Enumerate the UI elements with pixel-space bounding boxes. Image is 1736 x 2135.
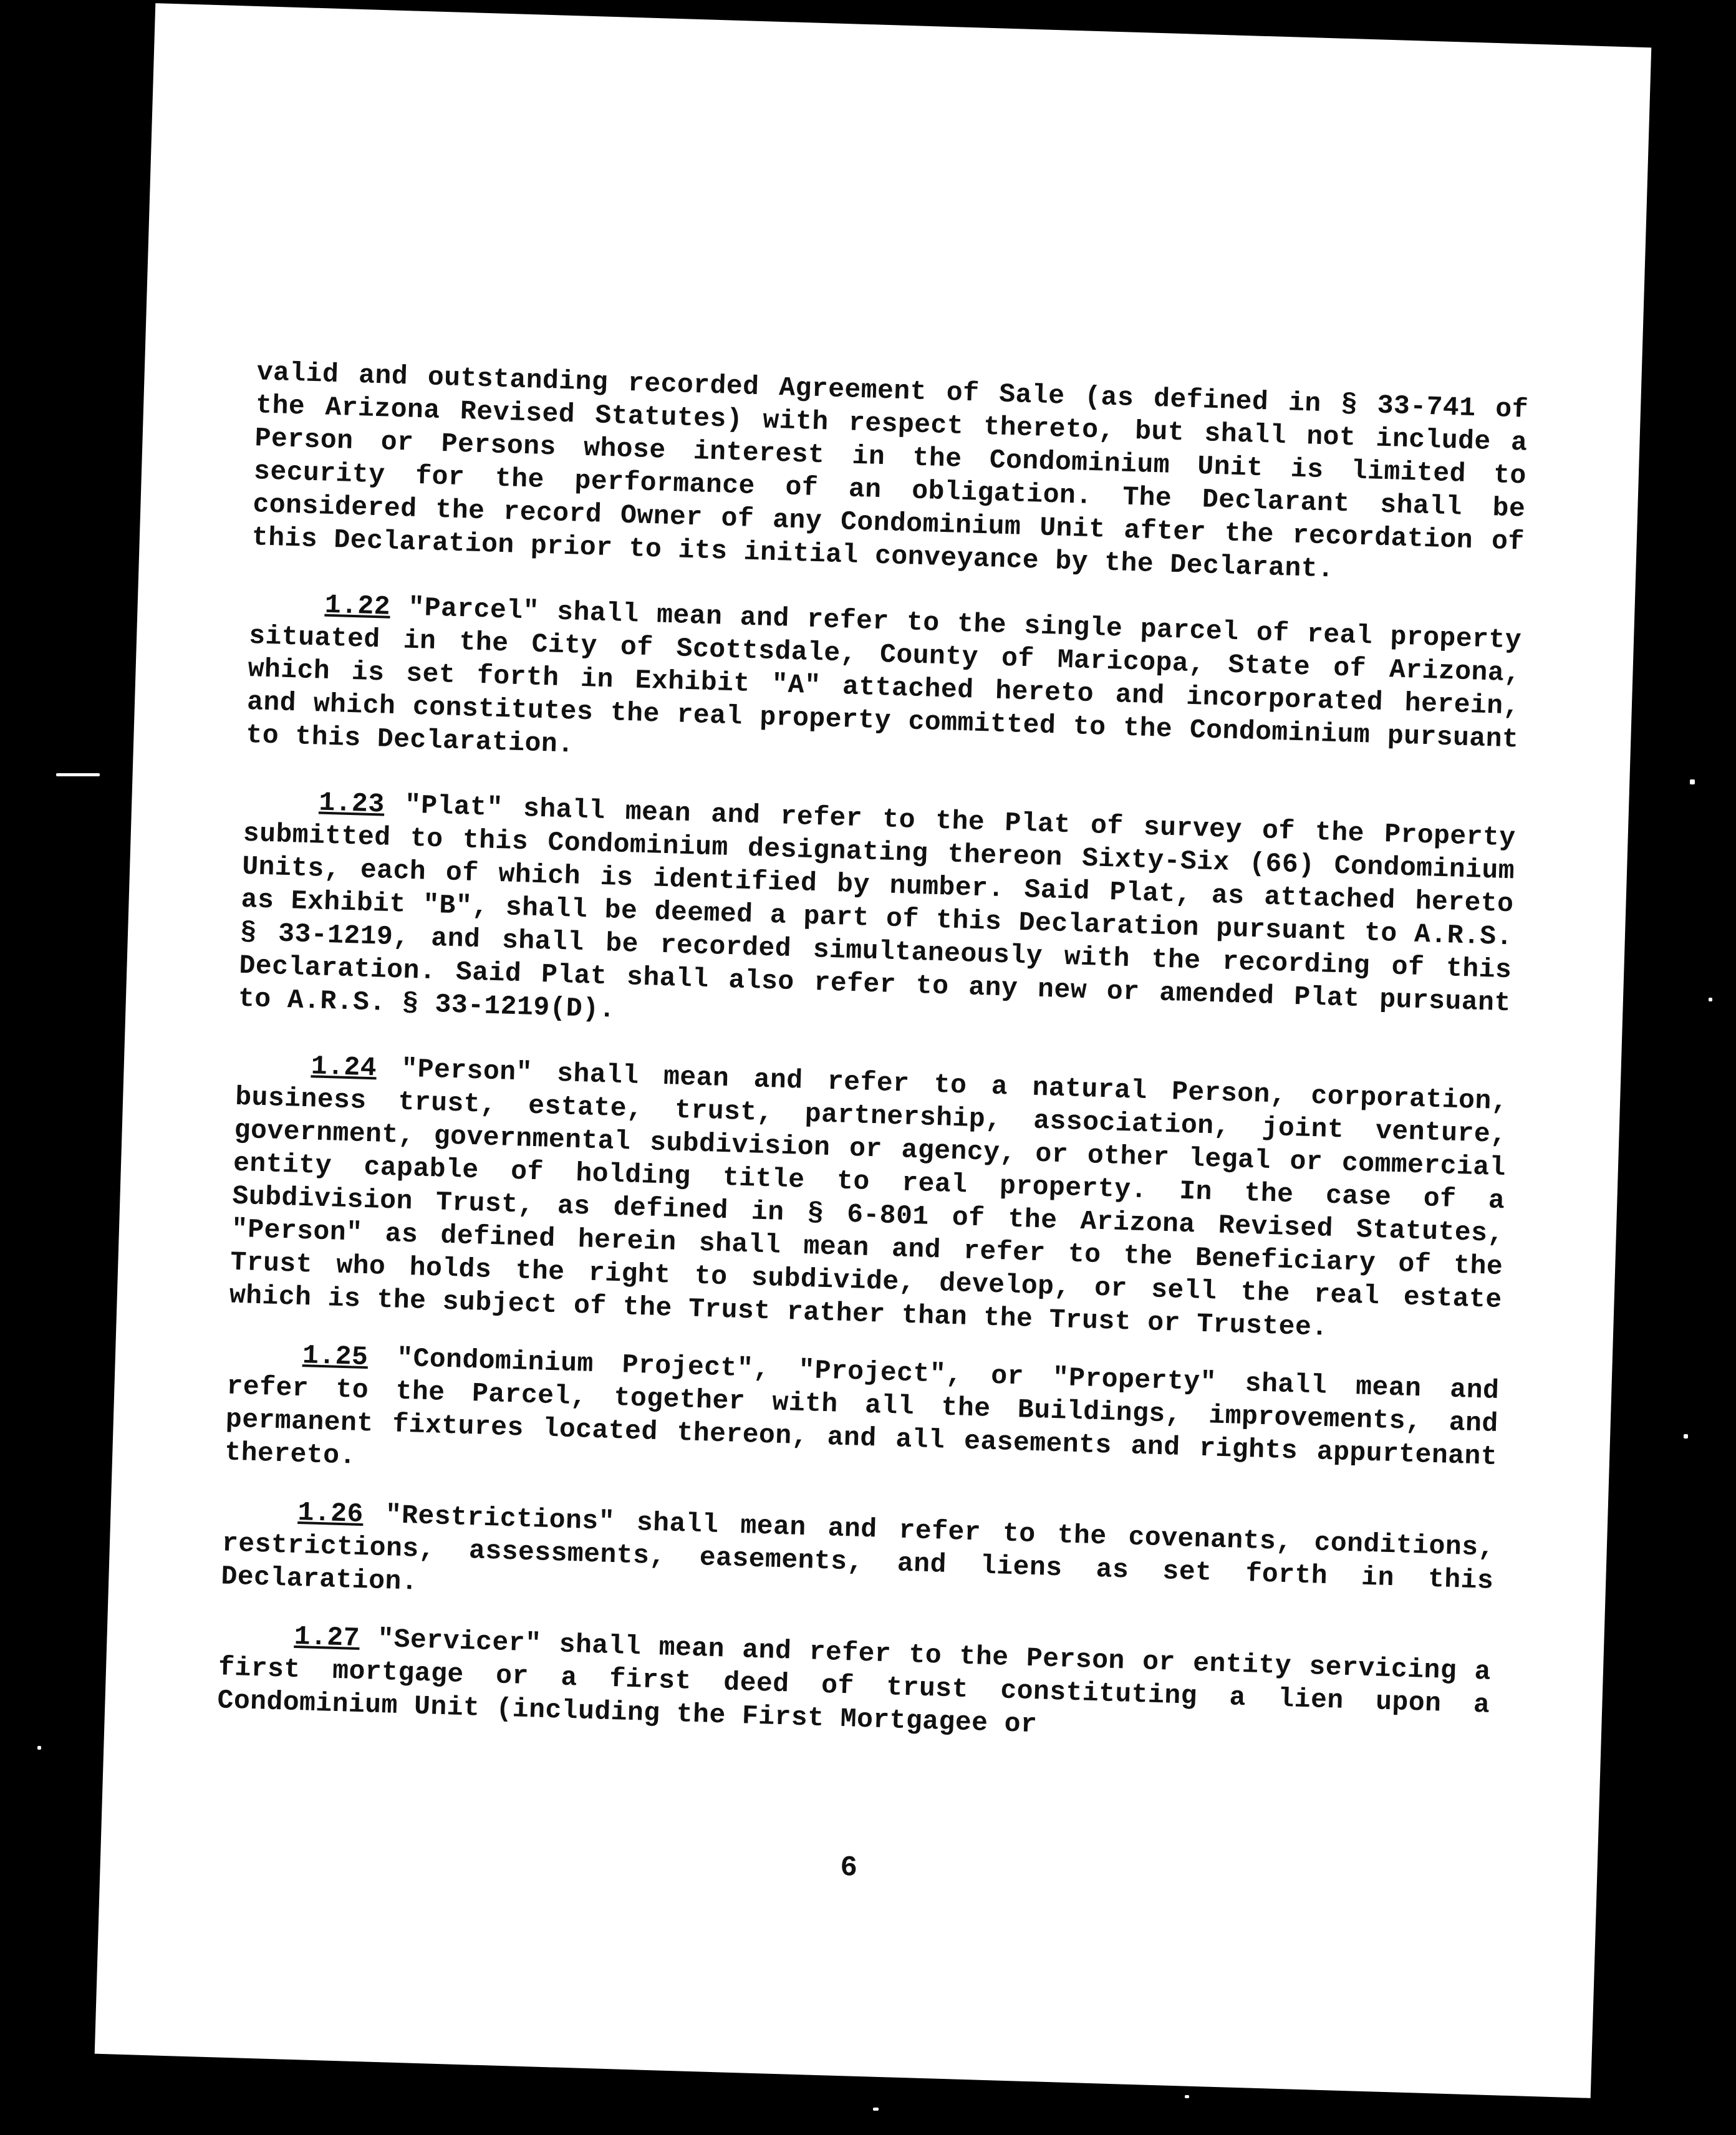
section-text: "Servicer" shall mean and refer to the Person or entity servicing a first mortgage or a first deed of trust constituting a lien upon a Condominium Unit (including the First Mortgagee or [216,1623,1492,1740]
section-1-25 [224,1337,1500,1506]
section-number: 1.22 [324,589,391,622]
document-body [216,355,1528,1787]
section-1-23 [238,784,1516,1053]
section-number: 1.25 [302,1340,369,1373]
section-text: "Condominium Project", "Project", or "Property" shall mean and refer to the Parcel, together with all the Buildings, improvements, and permanent fixtures located thereon, and all easements and rights appurtenant thereto. [224,1342,1500,1472]
section-1-27 [217,1617,1492,1754]
section-text: "Parcel" shall mean and refer to the single parcel of real property situated in the City of Scottsdale, County of Maricopa, State of Arizona, which is set forth in Exhibit "A" attached hereto and incorporated herein, and which constitutes the real property committed to the Condominium pursuant to this Declaration. [245,592,1522,760]
document-page [95,3,1652,2098]
section-text: "Restrictions" shall mean and refer to the covenants, conditions, restrictions, assessments, easements, and liens as set forth in this Declaration. [220,1500,1495,1598]
section-1-26 [221,1493,1495,1630]
continued-paragraph: valid and outstanding recorded Agreement of Sale (as defined in § 33-741 of the Arizona Revised Statutes) with respect thereto, but shall not include a Person or Persons whose interest in the Condominium Unit is limited to security for the performance of an obligation. The Declarant shall be considered the record Owner of any Condominium Unit after the recordation of this Declaration prior to its initial conveyance by the Declarant. [251,357,1529,585]
section-1-24 [229,1048,1508,1349]
section-text: "Plat" shall mean and refer to the Plat of survey of the Property submitted to this Condominium designating thereon Sixty-Six (66) Condominium Units, each of which is identified by number. Said Plat, as attached hereto as Exhibit "B", shall be deemed a part of this Declaration pursuant to A.R.S. § 33-1219, and shall be recorded simultaneously with the recording of this Declaration. Said Plat shall also refer to any new or amended Plat pursuant to A.R.S. § 33-1219(D). [238,789,1517,1025]
section-number: 1.27 [293,1621,360,1654]
section-number: 1.26 [297,1496,364,1530]
section-number: 1.23 [318,787,385,820]
section-1-22 [246,586,1522,789]
page-number: 6 [839,1851,858,1884]
section-number: 1.24 [311,1051,377,1084]
section-text: "Person" shall mean and refer to a natural Person, corporation, business trust, estate, trust, partnership, association, joint venture, government, governmental subdivision or agency, or other legal or commercial entity capable of holding title to real property. In the case of a Subdivision Trust, as defined in § 6-801 of the Arizona Revised Statutes, "Person" as defined herein shall mean and refer to the Beneficiary of the Trust who holds the right to subdivide, develop, or sell the real estate which is the subject of the Trust rather than the Trust or Trustee. [229,1053,1508,1343]
